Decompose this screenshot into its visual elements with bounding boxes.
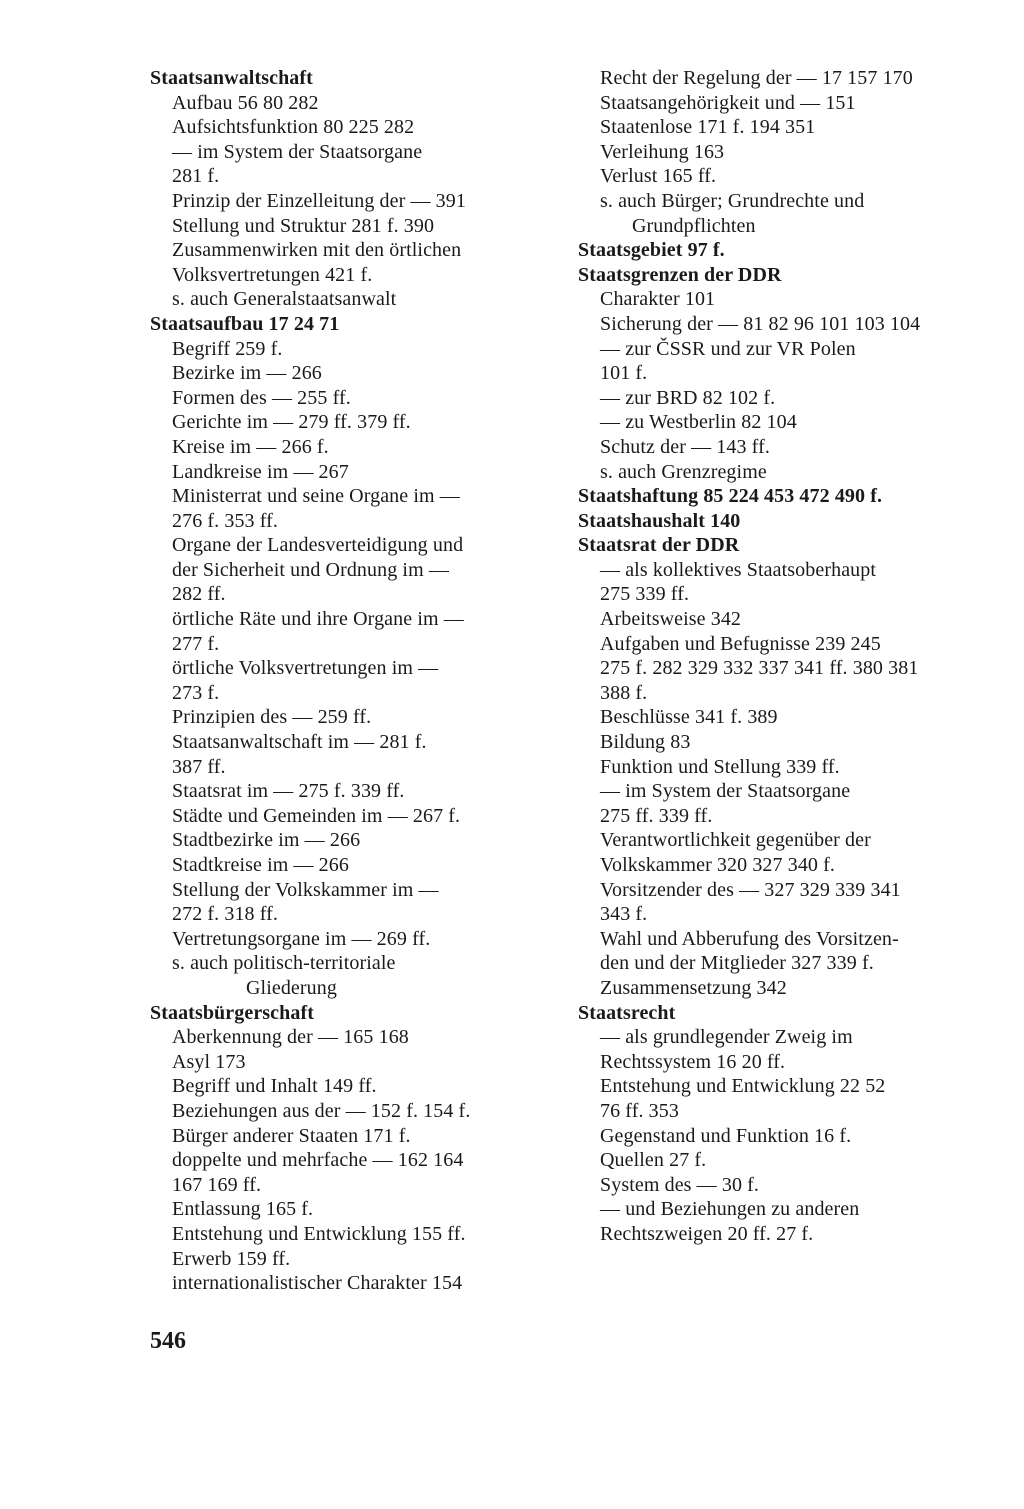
index-sub-entry: Entlassung 165 f. <box>172 1198 314 1221</box>
index-sub-entry: — zur ČSSR und zur VR Polen <box>600 337 856 360</box>
index-sub-entry: 272 f. 318 ff. <box>172 903 279 926</box>
index-sub-entry: — als grundlegender Zweig im <box>600 1026 853 1049</box>
index-sub-entry: — im System der Staatsorgane <box>172 140 423 163</box>
index-sub-entry: Entstehung und Entwicklung 22 52 <box>600 1075 886 1098</box>
index-sub-entry: Vorsitzender des — 327 329 339 341 <box>600 878 901 901</box>
index-sub-entry: 388 f. <box>600 681 648 704</box>
index-main-entry: Staatsaufbau 17 24 71 <box>150 312 340 335</box>
index-sub-entry: Asyl 173 <box>172 1050 246 1073</box>
index-sub-entry: Aufsichtsfunktion 80 225 282 <box>172 116 415 139</box>
index-sub-entry: Stadtkreise im — 266 <box>172 854 349 876</box>
index-main-entry: Staatsrat der DDR <box>578 534 740 557</box>
index-sub-entry: 76 ff. 353 <box>600 1099 679 1122</box>
index-sub-entry: Verleihung 163 <box>600 140 725 163</box>
index-sub-entry: Aufgaben und Befugnisse 239 245 <box>600 632 881 655</box>
index-sub-entry: 275 ff. 339 ff. <box>600 804 713 827</box>
index-sub-entry: Prinzipien des — 259 ff. <box>172 706 372 729</box>
index-sub-entry: Rechtssystem 16 20 ff. <box>600 1050 786 1073</box>
index-sub-entry: Bürger anderer Staaten 171 f. <box>172 1124 411 1147</box>
index-sub-entry: Rechtszweigen 20 ff. 27 f. <box>600 1222 814 1245</box>
index-sub-entry: — zu Westberlin 82 104 <box>600 411 797 434</box>
index-sub-entry: Kreise im — 266 f. <box>172 435 329 458</box>
index-sub-entry: Beziehungen aus der — 152 f. 154 f. <box>172 1099 471 1122</box>
index-sub-entry: Staatsrat im — 275 f. 339 ff. <box>172 780 405 803</box>
index-sub-entry: 101 f. <box>600 362 648 385</box>
index-sub-entry: Gegenstand und Funktion 16 f. <box>600 1124 852 1147</box>
index-sub-entry: 343 f. <box>600 903 648 926</box>
index-sub-entry: doppelte und mehrfache — 162 164 <box>172 1149 464 1172</box>
index-sub-entry: den und der Mitglieder 327 339 f. <box>600 952 874 975</box>
index-main-entry: Staatsgebiet 97 f. <box>578 239 725 262</box>
index-sub-entry: Staatsangehörigkeit und — 151 <box>600 91 856 114</box>
index-sub-entry: internationalistischer Charakter 154 <box>172 1272 463 1295</box>
index-sub-entry: der Sicherheit und Ordnung im — <box>172 558 449 581</box>
index-sub-entry: Wahl und Abberufung des Vorsitzen- <box>600 927 899 950</box>
index-sub-entry: 281 f. <box>172 165 220 188</box>
index-sub-entry: 275 339 ff. <box>600 583 690 606</box>
index-sub-entry: s. auch politisch-territoriale <box>172 952 396 975</box>
index-sub-entry: 273 f. <box>172 681 220 704</box>
index-main-entry: Staatsbürgerschaft <box>150 1001 315 1024</box>
index-sub-entry: Staatsanwaltschaft im — 281 f. <box>172 731 427 754</box>
index-sub-entry: Staatenlose 171 f. 194 351 <box>600 116 816 139</box>
index-sub-entry: Charakter 101 <box>600 288 716 311</box>
index-sub-entry: 387 ff. <box>172 755 226 778</box>
index-sub-entry: Organe der Landesverteidigung und <box>172 534 464 557</box>
index-sub-entry: Begriff 259 f. <box>172 337 283 360</box>
index-sub-entry: Gliederung <box>246 976 337 999</box>
index-sub-entry: Aberkennung der — 165 168 <box>172 1026 409 1049</box>
index-sub-entry: Städte und Gemeinden im — 267 f. <box>172 804 461 827</box>
index-sub-entry: System des — 30 f. <box>600 1173 760 1196</box>
index-sub-entry: Zusammenwirken mit den örtlichen <box>172 239 462 262</box>
index-sub-entry: Volkskammer 320 327 340 f. <box>600 854 835 876</box>
index-sub-entry: — zur BRD 82 102 f. <box>600 386 776 409</box>
index-sub-entry: Sicherung der — 81 82 96 101 103 104 <box>600 312 921 335</box>
index-sub-entry: 167 169 ff. <box>172 1173 262 1196</box>
index-sub-entry: 276 f. 353 ff. <box>172 509 279 532</box>
index-column-left <box>150 66 560 1296</box>
index-sub-entry: s. auch Grenzregime <box>600 460 767 483</box>
index-sub-entry: s. auch Generalstaatsanwalt <box>172 288 397 311</box>
index-sub-entry: Verlust 165 ff. <box>600 165 717 188</box>
index-sub-entry: Begriff und Inhalt 149 ff. <box>172 1075 377 1098</box>
index-sub-entry: Quellen 27 f. <box>600 1149 707 1172</box>
index-sub-entry: Erwerb 159 ff. <box>172 1247 291 1270</box>
index-main-entry: Staatshaushalt 140 <box>578 509 741 532</box>
index-sub-entry: — im System der Staatsorgane <box>600 780 851 803</box>
index-sub-entry: Recht der Regelung der — 17 157 170 <box>600 67 913 89</box>
index-main-entry: Staatsrecht <box>578 1001 676 1024</box>
page-number: 546 <box>150 1328 186 1354</box>
index-sub-entry: Grundpflichten <box>632 214 756 237</box>
index-sub-entry: Landkreise im — 267 <box>172 460 349 483</box>
index-sub-entry: Zusammensetzung 342 <box>600 976 787 999</box>
index-sub-entry: Funktion und Stellung 339 ff. <box>600 755 840 778</box>
index-sub-entry: örtliche Volksvertretungen im — <box>172 657 439 680</box>
index-sub-entry: Arbeitsweise 342 <box>600 608 742 631</box>
index-sub-entry: Stellung und Struktur 281 f. 390 <box>172 214 435 237</box>
index-sub-entry: Prinzip der Einzelleitung der — 391 <box>172 189 466 212</box>
index-main-entry: Staatshaftung 85 224 453 472 490 f. <box>578 485 883 508</box>
index-sub-entry: Beschlüsse 341 f. 389 <box>600 706 778 729</box>
index-sub-entry: Entstehung und Entwicklung 155 ff. <box>172 1222 466 1245</box>
index-sub-entry: Verantwortlichkeit gegenüber der <box>600 829 871 852</box>
index-sub-entry: Vertretungsorgane im — 269 ff. <box>172 927 431 950</box>
index-sub-entry: 277 f. <box>172 632 220 655</box>
index-sub-entry: Bezirke im — 266 <box>172 362 322 385</box>
index-main-entry: Staatsgrenzen der DDR <box>578 263 782 286</box>
index-sub-entry: Stadtbezirke im — 266 <box>172 829 361 852</box>
index-sub-entry: Ministerrat und seine Organe im — <box>172 485 460 508</box>
index-column-right <box>578 66 998 1247</box>
index-main-entry: Staatsanwaltschaft <box>150 67 313 89</box>
index-sub-entry: 275 f. 282 329 332 337 341 ff. 380 381 <box>600 657 919 680</box>
index-sub-entry: Stellung der Volkskammer im — <box>172 878 439 901</box>
index-sub-entry: Bildung 83 <box>600 731 691 754</box>
index-sub-entry: örtliche Räte und ihre Organe im — <box>172 608 464 631</box>
index-sub-entry: Gerichte im — 279 ff. 379 ff. <box>172 411 411 434</box>
index-sub-entry: — und Beziehungen zu anderen <box>600 1198 860 1221</box>
index-sub-entry: Aufbau 56 80 282 <box>172 91 319 114</box>
index-sub-entry: 282 ff. <box>172 583 226 606</box>
index-sub-entry: Volksvertretungen 421 f. <box>172 263 373 286</box>
index-sub-entry: Formen des — 255 ff. <box>172 386 351 409</box>
index-sub-entry: s. auch Bürger; Grundrechte und <box>600 189 865 212</box>
index-sub-entry: — als kollektives Staatsoberhaupt <box>600 558 877 581</box>
index-sub-entry: Schutz der — 143 ff. <box>600 435 770 458</box>
